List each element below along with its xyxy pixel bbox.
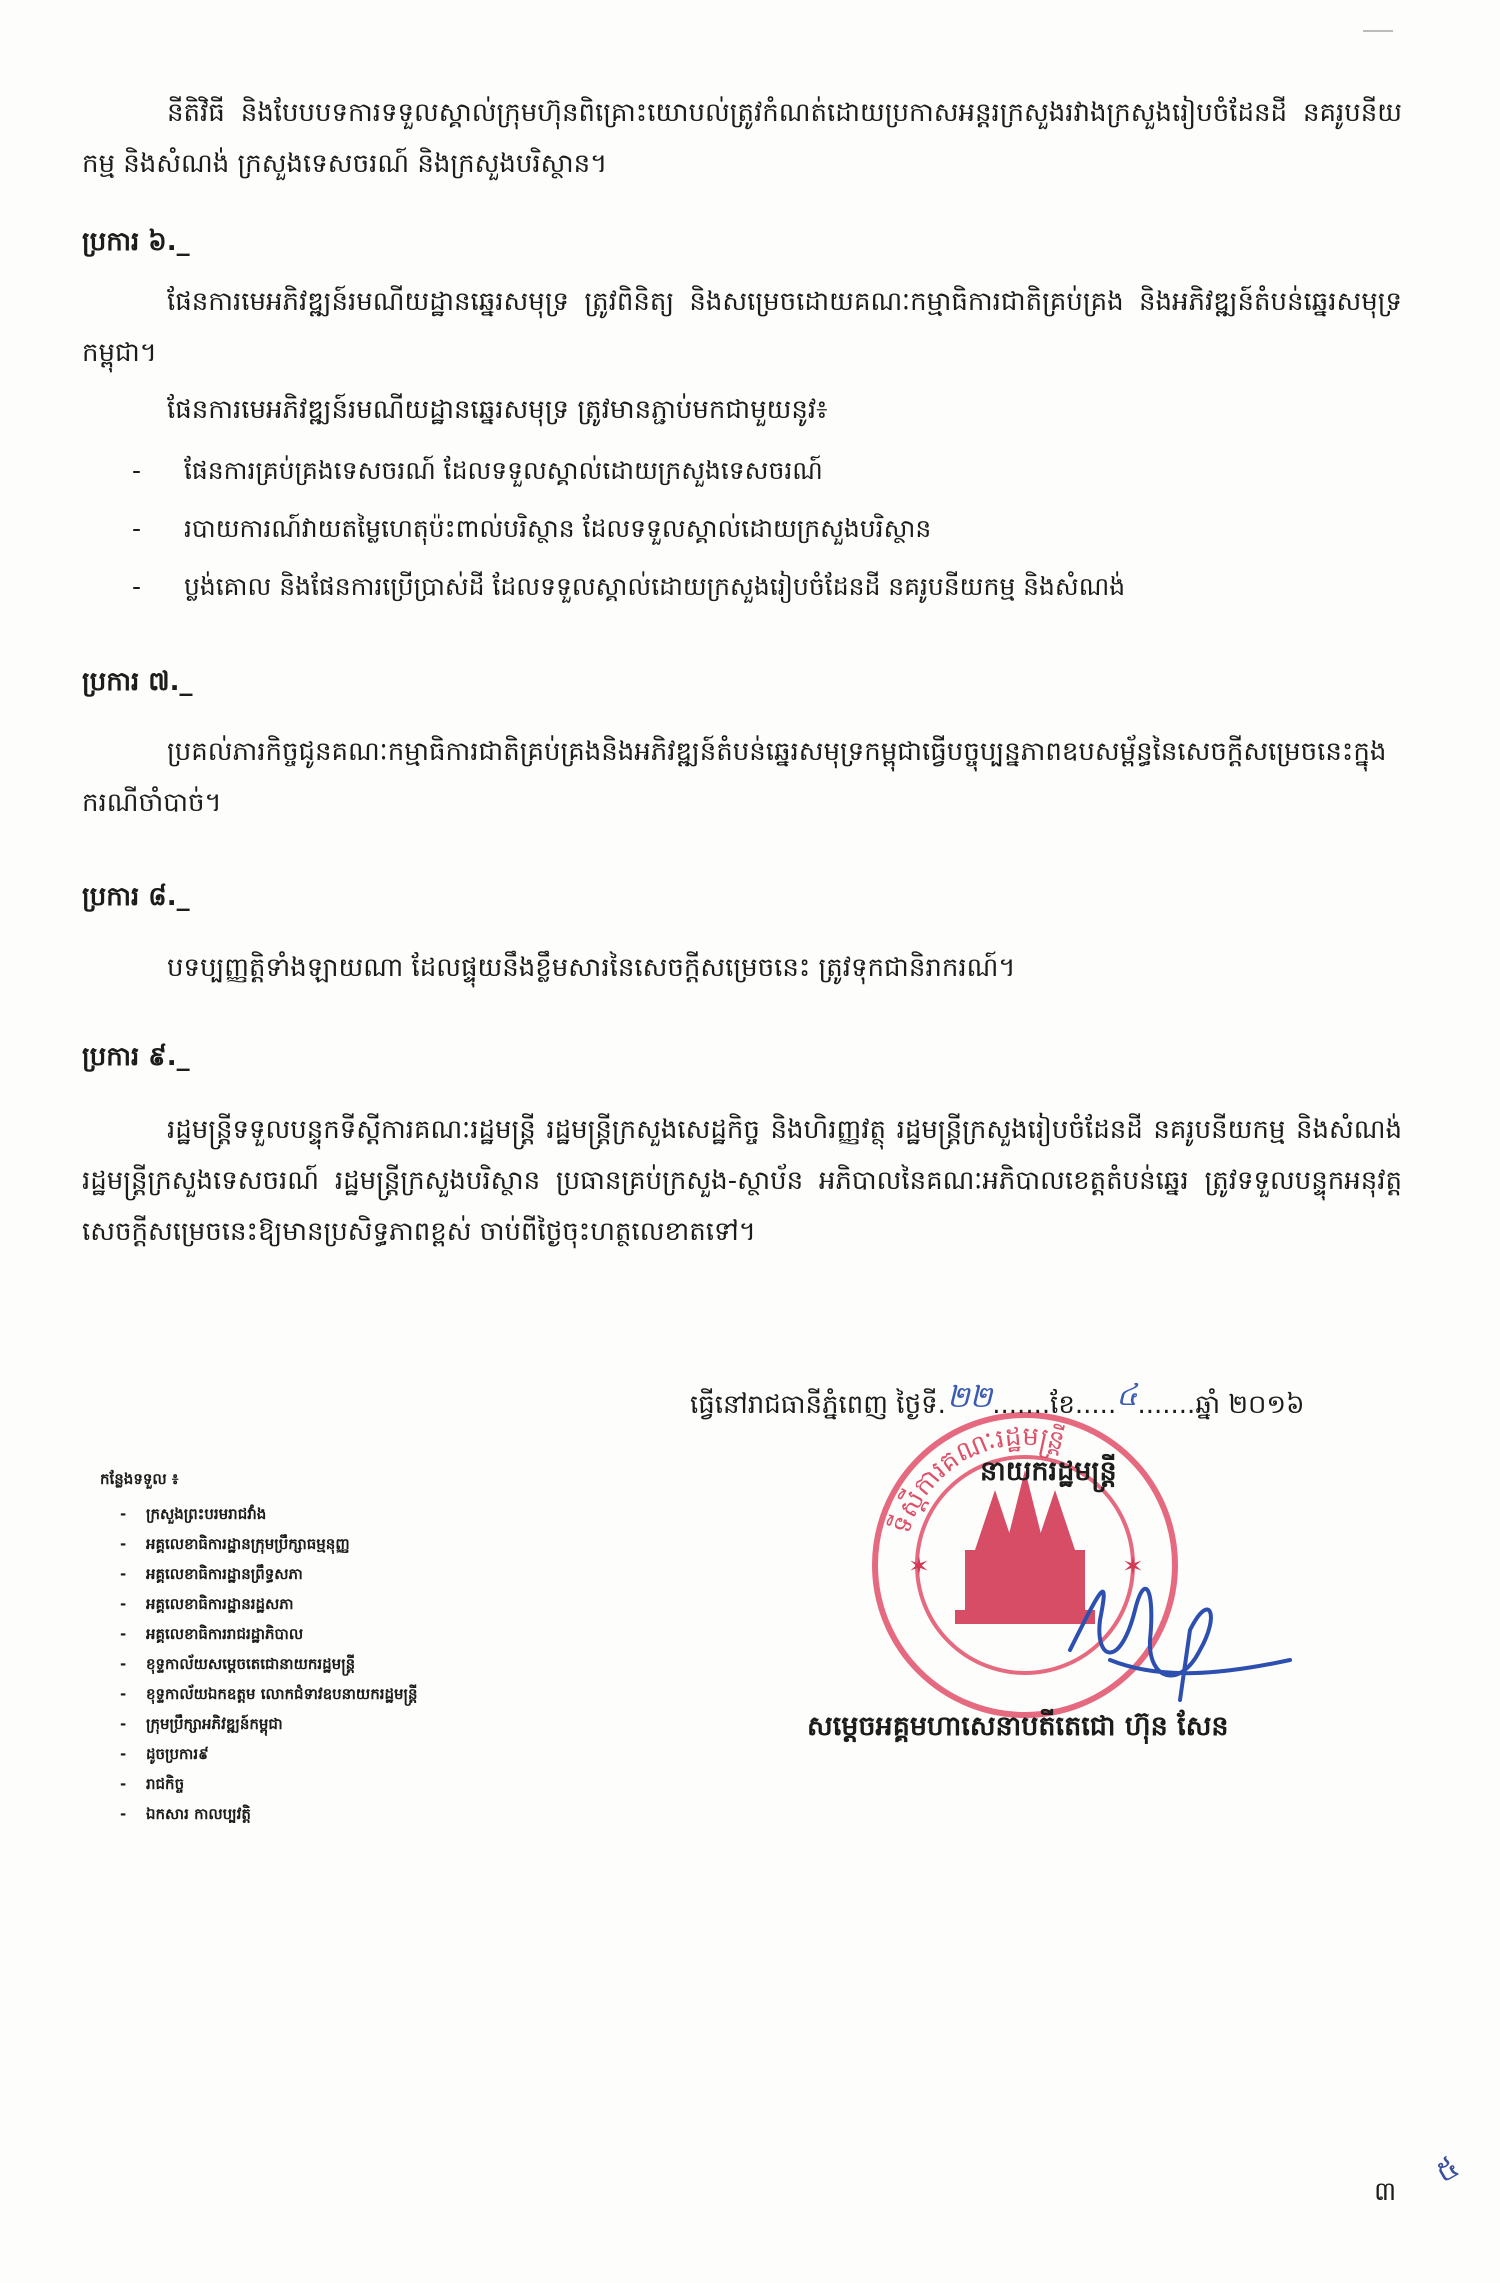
page-number: ៣	[1374, 2177, 1397, 2207]
list-item: - អគ្គលេខាធិការដ្ឋានក្រុមប្រឹក្សាធម្មនុញ្ញ	[120, 1535, 350, 1553]
list-item: - ក្រុមប្រឹក្សាអភិវឌ្ឍន៍កម្ពុជា	[120, 1715, 283, 1733]
handwritten-month: ៤	[1116, 1378, 1138, 1413]
list-item: - ក្រសួងព្រះបរមរាជវាំង	[120, 1505, 267, 1523]
signatory-name: សម្តេចអគ្គមហាសេនាបតីតេជោ ហ៊ុន សែន	[807, 1711, 1229, 1742]
article-6-paragraph-2: ផែនការមេអភិវឌ្ឍន៍រមណីយដ្ឋានឆ្នេរសមុទ្រ ត្រូវមានភ្ជាប់មកជាមួយនូវ៖	[167, 395, 828, 425]
handwritten-page-mark: ៥	[1429, 2149, 1466, 2191]
svg-text:✶: ✶	[908, 1552, 930, 1582]
seal-text: ទីស្តីការគណៈរដ្ឋមន្ត្រី	[886, 1421, 1068, 1538]
recipients-title: កន្លែងទទួល ៖	[100, 1470, 179, 1488]
article-9-paragraph: រដ្ឋមន្ត្រីទទួលបន្ទុកទីស្តីការគណៈរដ្ឋមន្ត្រី រដ្ឋមន្ត្រីក្រសួងសេដ្ឋកិច្ច និងហិរញ្ញវត្ថុ រដ្ឋមន្ត្រីក្រសួងរៀបចំដែនដី នគរូបនីយកម្ម និងសំណង់ រដ្ឋមន្ត្រីក្រសួងទេសចរណ៍ រដ្ឋមន្ត្រីក្រសួងបរិស្ថាន ប្រធានគ្រប់ក្រសួង-ស្ថាប័ន អភិបាលនៃគណៈអភិបាលខេត្តតំបន់ឆ្នេរ ត្រូវទទួលបន្ទុកអនុវត្តសេចក្តីសម្រេចនេះឱ្យមានប្រសិទ្ធភាពខ្ពស់ ចាប់ពីថ្ងៃចុះហត្ថលេខាតទៅ។	[82, 1115, 1402, 1247]
article-7-heading: ប្រការ ៧._	[82, 667, 193, 697]
list-item: - ឯកសារ កាលប្បវត្តិ	[120, 1805, 251, 1823]
list-item: - រាជកិច្ច	[120, 1775, 185, 1793]
list-item: - អគ្គលេខាធិការដ្ឋានរដ្ឋសភា	[120, 1595, 294, 1613]
date-line: ធ្វើនៅរាជធានីភ្នំពេញ ថ្ងៃទី.២២.......ខែ.....៤.......ឆ្នាំ ២០១៦	[690, 1378, 1305, 1420]
article-8-paragraph: បទប្បញ្ញត្តិទាំងឡាយណា ដែលផ្ទុយនឹងខ្លឹមសារនៃសេចក្តីសម្រេចនេះ ត្រូវទុកជានិរាករណ៍។	[167, 953, 1016, 983]
list-item: - ខុទ្ទកាល័យឯកឧត្តម លោកជំទាវឧបនាយករដ្ឋមន្ត្រី	[120, 1685, 418, 1703]
list-item: - ប្លង់គោល និងផែនការប្រើប្រាស់ដី ដែលទទួលស្គាល់ដោយក្រសួងរៀបចំដែនដី នគរូបនីយកម្ម និងសំណង់	[132, 572, 1126, 601]
handwritten-day: ២២	[946, 1380, 993, 1415]
article-6-list	[132, 446, 1402, 620]
list-item: - ផែនការគ្រប់គ្រងទេសចរណ៍ ដែលទទួលស្គាល់ដោយក្រសួងទេសចរណ៍	[132, 456, 823, 485]
list-item: - ដូចប្រការ៩	[120, 1745, 209, 1763]
article-6-heading: ប្រការ ៦._	[82, 227, 190, 257]
article-6-paragraph-1: ផែនការមេអភិវឌ្ឍន៍រមណីយដ្ឋានឆ្នេរសមុទ្រ ត្រូវពិនិត្យ និងសម្រេចដោយគណៈកម្មាធិការជាតិគ្រប់គ្រង និងអភិវឌ្ឍន៍តំបន់ឆ្នេរសមុទ្រកម្ពុជា។	[82, 287, 1402, 368]
article-9-heading: ប្រការ ៩._	[82, 1042, 190, 1072]
signatory-title: នាយករដ្ឋមន្ត្រី	[980, 1456, 1117, 1487]
list-item: - ខុទ្ទកាល័យសម្តេចតេជោនាយករដ្ឋមន្ត្រី	[120, 1655, 356, 1673]
list-item: - របាយការណ៍វាយតម្លៃហេតុប៉ះពាល់បរិស្ថាន ដែលទទួលស្គាល់ដោយក្រសួងបរិស្ថាន	[132, 514, 932, 543]
list-item: - អគ្គលេខាធិការរាជរដ្ឋាភិបាល	[120, 1625, 304, 1643]
handwritten-signature-icon	[1040, 1530, 1300, 1730]
recipients-list	[100, 1470, 418, 1829]
scan-mark	[1363, 30, 1393, 32]
list-item: - អគ្គលេខាធិការដ្ឋានព្រឹទ្ធសភា	[120, 1565, 303, 1583]
article-7-paragraph: ប្រគល់ភារកិច្ចជូនគណៈកម្មាធិការជាតិគ្រប់គ្រងនិងអភិវឌ្ឍន៍តំបន់ឆ្នេរសមុទ្រកម្ពុជាធ្វើបច្ចុប្បន្នភាពឧបសម្ព័ន្ធនៃសេចក្តីសម្រេចនេះក្នុងករណីចាំបាច់។	[82, 737, 1387, 818]
svg-text:✶: ✶	[1122, 1552, 1144, 1582]
article-8-heading: ប្រការ ៨._	[82, 882, 190, 912]
intro-paragraph: នីតិវិធី និងបែបបទការទទួលស្គាល់ក្រុមហ៊ុនពិគ្រោះយោបល់ត្រូវកំណត់ដោយប្រកាសអន្តរក្រសួងរវាងក្រសួងរៀបចំដែនដី នគរូបនីយកម្ម និងសំណង់ ក្រសួងទេសចរណ៍ និងក្រសួងបរិស្ថាន។	[82, 98, 1402, 179]
